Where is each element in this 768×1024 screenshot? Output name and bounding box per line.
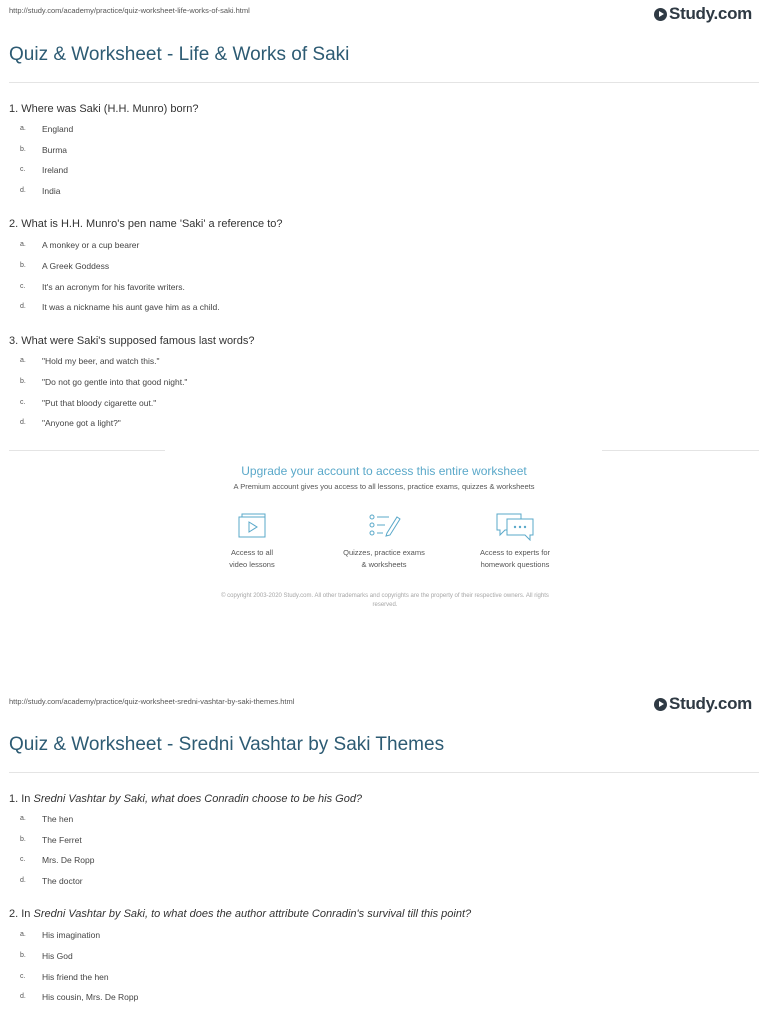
option-p2-2d: d. His cousin, Mrs. De Ropp xyxy=(20,992,139,1002)
page-title: Quiz & Worksheet - Life & Works of Saki xyxy=(9,44,350,65)
logo-text-2: Study.com xyxy=(669,694,752,713)
page-url: http://study.com/academy/practice/quiz-worksheet-life-works-of-saki.html xyxy=(9,6,250,15)
option-2d: d. It was a nickname his aunt gave him as a child. xyxy=(20,302,220,312)
option-1b: b. Burma xyxy=(20,145,68,155)
question-p2-2: 2. In Sredni Vashtar by Saki, to what does the author attribute Conradin's survival till this point? xyxy=(9,908,472,920)
option-1a: a. England xyxy=(20,124,74,134)
option-p2-2a: a. His imagination xyxy=(20,930,101,940)
option-3b: b. "Do not go gentle into that good night." xyxy=(20,377,188,387)
upsell-subtitle: A Premium account gives you access to all lessons, practice exams, quizzes & worksheets xyxy=(233,482,535,491)
option-p2-2c: c. His friend the hen xyxy=(20,972,109,982)
chat-icon xyxy=(495,511,535,541)
option-1c: c. Ireland xyxy=(20,165,68,175)
play-icon xyxy=(654,8,667,21)
page-url-2: http://study.com/academy/practice/quiz-worksheet-sredni-vashtar-by-saki-themes.html xyxy=(9,697,295,706)
option-3a: a. "Hold my beer, and watch this." xyxy=(20,356,160,366)
play-icon xyxy=(654,698,667,711)
divider xyxy=(9,82,759,83)
study-logo-2[interactable] xyxy=(654,694,752,714)
question-3: 3. What were Saki's supposed famous last words? xyxy=(9,335,255,347)
study-logo[interactable] xyxy=(654,4,752,24)
option-p2-1c: c. Mrs. De Ropp xyxy=(20,855,95,865)
video-icon xyxy=(235,511,269,541)
option-2c: c. It's an acronym for his favorite writers. xyxy=(20,282,185,292)
upsell-divider-right xyxy=(602,450,759,451)
feature-video: Access to all video lessons xyxy=(197,511,307,571)
option-2b: b. A Greek Goddess xyxy=(20,261,110,271)
upsell-divider-left xyxy=(9,450,165,451)
option-1d: d. India xyxy=(20,186,61,196)
question-p2-1: 1. In Sredni Vashtar by Saki, what does Conradin choose to be his God? xyxy=(9,793,363,805)
option-3d: d. "Anyone got a light?" xyxy=(20,418,121,428)
option-2a: a. A monkey or a cup bearer xyxy=(20,240,140,250)
option-p2-1a: a. The hen xyxy=(20,814,74,824)
logo-text: Study.com xyxy=(669,4,752,23)
option-p2-1b: b. The Ferret xyxy=(20,835,82,845)
copyright-notice: © copyright 2003-2020 Study.com. All other trademarks and copyrights are the property of their respective owners. All rights reserved. xyxy=(221,593,549,608)
page-title-2: Quiz & Worksheet - Sredni Vashtar by Saki Themes xyxy=(9,734,445,755)
quiz-icon xyxy=(367,511,401,541)
feature-experts: Access to experts for homework questions xyxy=(460,511,570,571)
question-2: 2. What is H.H. Munro's pen name 'Saki' a reference to? xyxy=(9,218,283,230)
question-1: 1. Where was Saki (H.H. Munro) born? xyxy=(9,103,199,115)
divider-2 xyxy=(9,772,759,773)
option-p2-1d: d. The doctor xyxy=(20,876,83,886)
feature-quizzes: Quizzes, practice exams & worksheets xyxy=(329,511,439,571)
option-p2-2b: b. His God xyxy=(20,951,73,961)
option-3c: c. "Put that bloody cigarette out." xyxy=(20,398,157,408)
upgrade-link[interactable]: Upgrade your account to access this entire worksheet xyxy=(241,464,527,478)
